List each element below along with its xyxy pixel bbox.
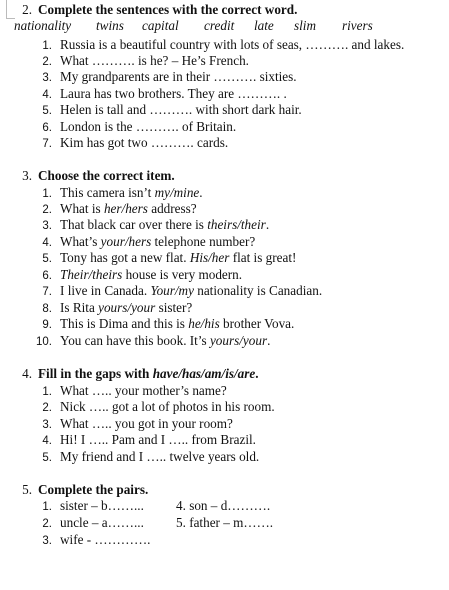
- section-title: Choose the correct item.: [38, 168, 175, 183]
- section-title: Complete the sentences with the correct word.: [38, 2, 298, 17]
- list-item: 1. This camera isn’t my/mine.: [42, 185, 203, 200]
- list-item: 2. Nick ….. got a lot of photos in his room.: [42, 399, 275, 414]
- list-item: 1. What ….. your mother’s name?: [42, 383, 227, 398]
- list-item: 9. This is Dima and this is he/his brother Vova.: [42, 316, 295, 331]
- pair-item: 5. father – m…….: [176, 515, 274, 530]
- pair-item: 3. wife - ………….: [42, 532, 151, 547]
- list-item: 6. London is the ………. of Britain.: [42, 119, 237, 134]
- pair-item: 4. son – d……….: [176, 498, 271, 513]
- word-bank-item: twins: [96, 18, 124, 33]
- section-number: 4.: [22, 366, 32, 381]
- list-item: 1. Russia is a beautiful country with lots of seas, ………. and lakes.: [42, 37, 405, 52]
- list-item: 3. That black car over there is theirs/their.: [42, 217, 270, 232]
- list-item: 7. Kim has got two ………. cards.: [42, 135, 229, 150]
- word-bank-item: capital: [142, 18, 179, 33]
- list-item: 4. What’s your/hers telephone number?: [42, 234, 256, 249]
- pair-item: 1. sister – b……...: [42, 498, 144, 513]
- section-title-italic: have/has/am/is/are: [152, 366, 256, 381]
- list-item: 2. What ………. is he? – He’s French.: [42, 53, 249, 68]
- section-number: 2.: [22, 2, 32, 17]
- list-item: 5. Helen is tall and ………. with short dark hair.: [42, 102, 302, 117]
- list-item: 2. What is her/hers address?: [42, 201, 197, 216]
- list-item: 3. What ….. you got in your room?: [42, 416, 233, 431]
- word-bank-item: rivers: [342, 18, 373, 33]
- list-item: 4. Hi! I ….. Pam and I ….. from Brazil.: [42, 432, 256, 447]
- list-item: 3. My grandparents are in their ………. sixties.: [42, 69, 297, 84]
- section-number: 5.: [22, 482, 32, 497]
- list-item: 4. Laura has two brothers. They are ………. .: [42, 86, 287, 101]
- word-bank-item: credit: [204, 18, 235, 33]
- section-2-heading: [12, 2, 297, 18]
- section-4-heading: 4. Fill in the gaps with have/has/am/is/are.: [12, 366, 259, 382]
- list-item: 10. You can have this book. It’s yours/your.: [36, 333, 271, 348]
- list-item: 5. Tony has got a new flat. His/her flat is great!: [42, 250, 297, 265]
- section-number: 3.: [22, 168, 32, 183]
- list-item: 7. I live in Canada. Your/my nationality is Canadian.: [42, 283, 323, 298]
- word-bank-item: nationality: [14, 18, 72, 33]
- list-item: 6. Their/theirs house is very modern.: [42, 267, 243, 282]
- pair-item: 2. uncle – a……...: [42, 515, 144, 530]
- section-title: Fill in the gaps with: [38, 366, 153, 381]
- section-5-heading: [12, 482, 148, 498]
- list-item: 8. Is Rita yours/your sister?: [42, 300, 193, 315]
- word-bank-item: late: [254, 18, 274, 33]
- word-bank-item: slim: [294, 18, 316, 33]
- section-3-heading: [12, 168, 175, 184]
- section-title: Complete the pairs.: [38, 482, 149, 497]
- list-item: 5. My friend and I ….. twelve years old.: [42, 449, 260, 464]
